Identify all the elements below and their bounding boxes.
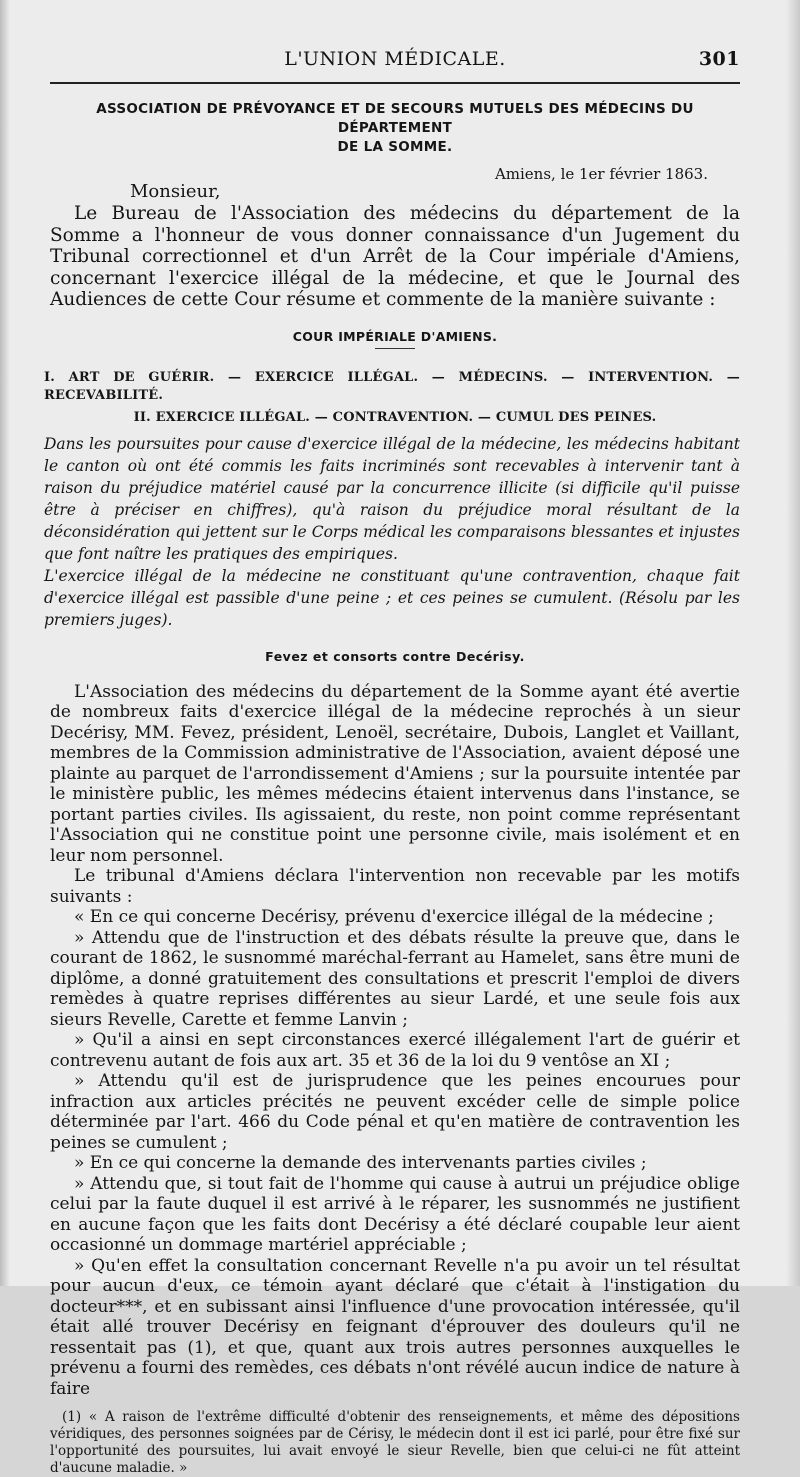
intro-paragraph: Le Bureau de l'Association des médecins du département de la Somme a l'honneur de vous donner connaissance d'un Jugement du Tribunal correctionnel et d'un Arrêt de la Cour impériale d'Amiens, concernant l'exercice illégal de la médecine, et que le Journal des Audiences de cette Cour résume et commente de la manière suivante : xyxy=(50,203,740,310)
summary-paragraph-1: Dans les poursuites pour cause d'exercice illégal de la médecine, les médecins habitant le canton où ont été commis les faits incriminés sont recevables à intervenir tant à raison du préjudice matériel causé par la concurrence illicite (si difficile qu'il puisse être à préciser en chiffres), qu'à raison du préjudice moral résultant de la déconsidération qui jettent sur le Corps médical les comparaisons blessantes et injustes que font naître les pratiques des empiriques. xyxy=(44,434,740,563)
body-paragraph: L'Association des médecins du département de la Somme ayant été avertie de nombreux faits d'exercice illégal de la médecine reprochés à un sieur Decérisy, MM. Fevez, président, Lenoël, secrétaire, Dubois, Langlet et Vaillant, membres de la Commission administrative de l'Association, avaient déposé une plainte au parquet de l'arrondissement d'Amiens ; sur la poursuite intentée par le ministère public, les mêmes médecins étaient intervenus dans l'instance, se portant parties civiles. Ils agissaient, du reste, non point comme représentant l'Association qui ne constitue point une personne civile, mais isolément et en leur nom personnel. xyxy=(50,681,740,866)
body-paragraph: » Qu'en effet la consultation concernant Revelle n'a pu avoir un tel résultat pour aucun d'eux, ce témoin ayant déclaré que c'était à l'instigation du docteur***, et en subissant ainsi l'influence d'une provocation intéressée, qu'il était allé trouver Decérisy en feignant d'éprouver des douleurs qu'il ne ressentait pas (1), et que, quant aux trois autres personnes auxquelles le prévenu a fourni des remèdes, ces débats n'ont révélé aucun indice de nature à faire xyxy=(50,1255,740,1399)
page-number: 301 xyxy=(698,48,740,70)
running-title: L'UNION MÉDICALE. xyxy=(284,48,506,70)
footnote xyxy=(50,1409,740,1477)
header-rule xyxy=(50,82,740,84)
body-paragraph: « En ce qui concerne Decérisy, prévenu d'exercice illégal de la médecine ; xyxy=(74,907,714,927)
court-heading: COUR IMPÉRIALE D'AMIENS. xyxy=(292,328,498,344)
case-title: Fevez et consorts contre Decérisy. xyxy=(265,648,525,664)
dateline: Amiens, le 1er février 1863. xyxy=(494,165,708,183)
footnote-text: (1) « A raison de l'extrême difficulté d'obtenir des renseignements, et même des dépositions véridiques, des personnes soignées par de Cérisy, le médecin dont il est ici parlé, pour être fixé sur l'opportunité des poursuites, lui avait envoyé le sieur Revelle, bien que celui-ci ne fût atteint d'aucune maladie. » xyxy=(50,1409,740,1476)
court-heading-rule xyxy=(375,348,415,349)
body-paragraph: » Attendu que de l'instruction et des débats résulte la preuve que, dans le courant de 1862, le susnommé maréchal-ferrant au Hamelet, sans être muni de diplôme, a donné gratuitement des consultations et prescrit l'emploi de divers remèdes à quatre reprises différentes au sieur Lardé, et une seule fois aux sieurs Revelle, Carette et femme Lanvin ; xyxy=(50,927,740,1030)
running-head xyxy=(50,48,740,74)
body-paragraph: » En ce qui concerne la demande des intervenants parties civiles ; xyxy=(74,1153,647,1173)
article-title-line-1: ASSOCIATION DE PRÉVOYANCE ET DE SECOURS MUTUELS DES MÉDECINS DU DÉPARTEMENT xyxy=(96,101,694,136)
body-paragraph: » Attendu que, si tout fait de l'homme qui cause à autrui un préjudice oblige celui par la faute duquel il est arrivé à le réparer, les susnommés ne justifient en aucune façon que les faits dont Decérisy a été déclaré coupable leur aient occasionné un dommage martériel appréciable ; xyxy=(50,1173,740,1255)
summary-paragraph-2: L'exercice illégal de la médecine ne constituant qu'une contravention, chaque fait d'exercice illégal est passible d'une peine ; et ces peines se cumulent. (Résolu par les premiers juges). xyxy=(44,566,740,629)
article-title-line-2: DE LA SOMME. xyxy=(337,139,453,155)
case-summary xyxy=(44,433,740,631)
case-heading-1: I. ART DE GUÉRIR. — EXERCICE ILLÉGAL. — MÉDECINS. — INTERVENTION. — RECEVABILITÉ. xyxy=(44,369,740,403)
intro xyxy=(50,203,740,311)
body-paragraph: » Attendu qu'il est de jurisprudence que les peines encourues pour infraction aux articles précités ne peuvent excéder celle de simple police déterminée par l'art. 466 du Code pénal et qu'en matière de contravention les peines se cumulent ; xyxy=(50,1071,740,1153)
salutation: Monsieur, xyxy=(130,181,221,202)
body-paragraph: Le tribunal d'Amiens déclara l'intervention non recevable par les motifs suivants : xyxy=(50,866,740,907)
article-title xyxy=(50,100,740,157)
body-paragraph: » Qu'il a ainsi en sept circonstances exercé illégalement l'art de guérir et contrevenu autant de fois aux art. 35 et 36 de la loi du 9 ventôse an XI ; xyxy=(50,1030,740,1071)
body-text xyxy=(50,682,740,1400)
case-heading-2: II. EXERCICE ILLÉGAL. — CONTRAVENTION. — CUMUL DES PEINES. xyxy=(133,409,657,425)
